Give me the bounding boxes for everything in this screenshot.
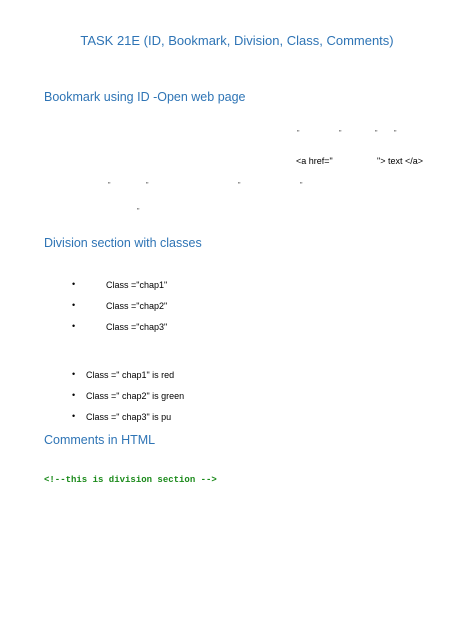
list-item: Class ="chap1" bbox=[106, 280, 168, 290]
bullet-icon: • bbox=[72, 390, 76, 400]
anchor-close-text: "> text </a> bbox=[377, 156, 423, 166]
list-item: Class =" chap2" is green bbox=[86, 391, 185, 401]
document-title: TASK 21E (ID, Bookmark, Division, Class, Comments) bbox=[80, 33, 394, 48]
list-item: Class =" chap3" is pu bbox=[86, 412, 172, 422]
bullet-icon: • bbox=[72, 300, 76, 310]
quote-mark: " bbox=[146, 182, 149, 189]
anchor-open-text: <a href=" bbox=[296, 156, 333, 166]
comments-heading: Comments in HTML bbox=[44, 433, 156, 447]
bullet-icon: • bbox=[72, 321, 76, 331]
quote-mark: " bbox=[375, 130, 378, 137]
list-item: Class ="chap3" bbox=[106, 322, 168, 332]
quote-mark: " bbox=[339, 130, 342, 137]
bullet-icon: • bbox=[72, 279, 76, 289]
list-item: Class =" chap1" is red bbox=[86, 370, 175, 380]
division-heading: Division section with classes bbox=[44, 236, 202, 250]
html-comment-code: <!--this is division section --> bbox=[44, 475, 217, 485]
list-item: Class ="chap2" bbox=[106, 301, 168, 311]
quote-mark: " bbox=[394, 130, 397, 137]
quote-mark: " bbox=[297, 130, 300, 137]
bullet-icon: • bbox=[72, 369, 76, 379]
bookmark-heading: Bookmark using ID -Open web page bbox=[44, 90, 246, 104]
quote-mark: " bbox=[238, 182, 241, 189]
quote-mark: " bbox=[137, 208, 140, 215]
quote-mark: " bbox=[108, 182, 111, 189]
bullet-icon: • bbox=[72, 411, 76, 421]
quote-mark: " bbox=[300, 182, 303, 189]
